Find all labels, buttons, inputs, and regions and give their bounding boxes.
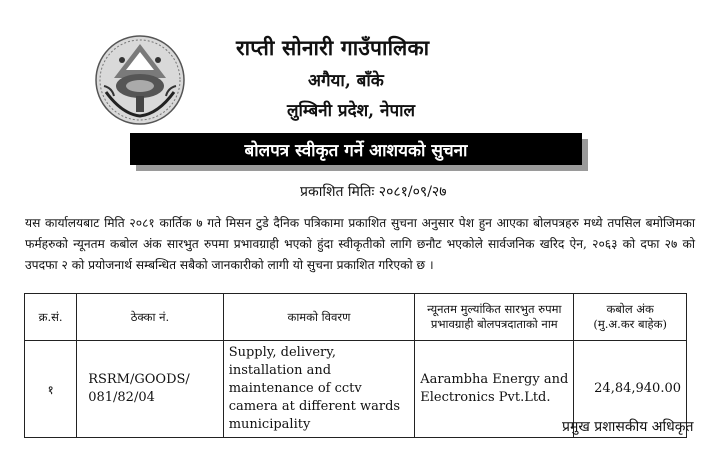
notice-title-banner xyxy=(130,133,582,165)
header-sn: क्र.सं. xyxy=(25,294,77,341)
cell-amount-text: 24,84,940.00 xyxy=(594,381,681,396)
organization-address-line2: लुम्बिनी प्रदेश, नेपाल xyxy=(287,101,416,121)
table-header-row xyxy=(25,294,687,341)
organization-name: राप्ती सोनारी गाउँपालिका xyxy=(236,35,430,60)
cell-sn: १ xyxy=(25,341,77,438)
published-date: प्रकाशित मितिः २०८१/०९/२७ xyxy=(300,184,447,200)
notice-title: बोलपत्र स्वीकृत गर्ने आशयको सुचना xyxy=(244,140,468,161)
notice-body: यस कार्यालयबाट मिति २०८१ कार्तिक ७ गते मिसन टुडे दैनिक पत्रिकामा प्रकाशित सुचना अनुसार पेश हुन आएका बोलपत्रहरु मध्ये तपसिल बमोजिमका फर्महरुको न्यूनतम कबोल अंक सारभुत रुपमा प्रभावग्राही भएको हुंदा स्वीकृतीको लागि छनौट भएकोले सार्वजनिक खरिद ऐन, २०६३ को दफा २७ को उपदफा २ को प्रयोजनार्थ सम्बन्धित सबैको जानकारीको लागी यो सुचना प्रकाशित गरिएको छ । xyxy=(25,216,695,272)
cell-vendor-text: Aarambha Energy and Electronics Pvt.Ltd. xyxy=(420,372,569,405)
header-amount-line1: कबोल अंक xyxy=(606,302,654,316)
header-vendor xyxy=(415,294,574,341)
header-vendor-line2: प्रभावग्राही बोलपत्रदाताको नाम xyxy=(430,317,558,331)
header-amount xyxy=(574,294,687,341)
organization-address-line1: अगैया, बाँके xyxy=(308,71,384,91)
header-contract-no: ठेक्का नं. xyxy=(77,294,223,341)
nepal-government-emblem-icon xyxy=(92,30,188,126)
signature-title: प्रमुख प्रशासकीय अधिकृत xyxy=(562,419,694,435)
cell-description xyxy=(223,341,415,438)
header-vendor-line1: न्यूनतम मुल्यांकित सारभुत रुपमा xyxy=(427,302,562,316)
cell-description-text: Supply, delivery, installation and maintenance of cctv camera at different wards municipality xyxy=(228,345,401,432)
cell-contract-no-text: RSRM/GOODS/ 081/82/04 xyxy=(88,372,190,405)
header-amount-line2: (मु.अ.कर बाहेक) xyxy=(593,317,667,331)
header-description: कामको विवरण xyxy=(223,294,415,341)
cell-vendor xyxy=(415,341,574,438)
cell-contract-no xyxy=(77,341,223,438)
